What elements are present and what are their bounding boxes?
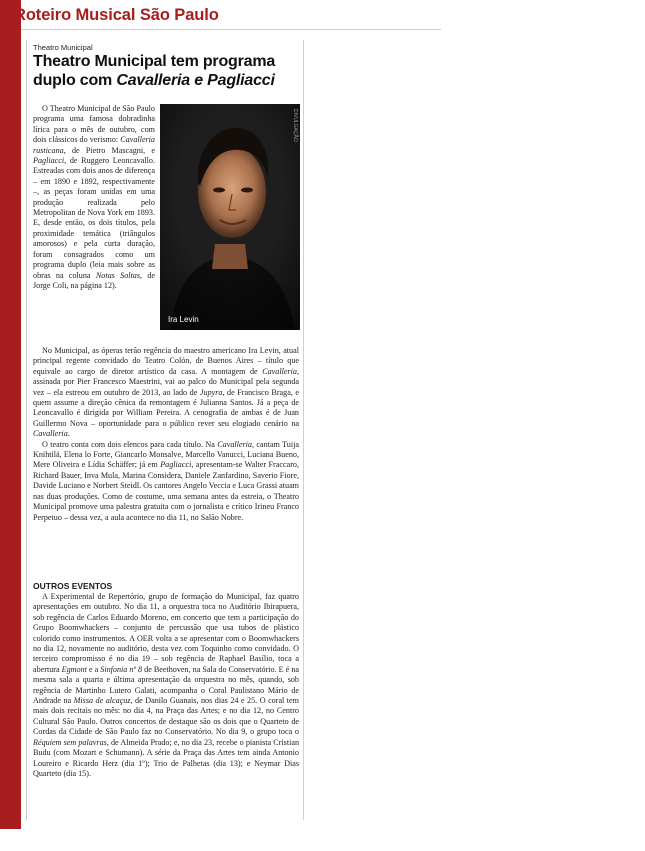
- p4-t5: , de Almeida Prado; e, no dia 23, recebe o pianista Cristian Budu (com Mozart e Schumann). A série da Praça das Artes tem ainda Antonio Loureiro e Ricardo Herz (dia 1º); Trio de Palhetas (dia 13); e Neymar Dias Quarteto (dia 15).: [33, 737, 300, 778]
- p2-t1: No Municipal, as óperas terão regência do maestro americano Ira Levin, atual principal regente convidado do Teatro Colón, de Buenos Aires – título que equivale ao cargo de diretor artístico da casa. A montagem de: [33, 346, 299, 376]
- article-body: [33, 346, 299, 523]
- intro-t4: , de Jorge Coli, na página 12).: [33, 270, 156, 290]
- events-paragraph: [33, 592, 299, 779]
- headline-italic: Cavalleria e Pagliacci: [116, 72, 275, 89]
- p4-t3: de Beethoven, na Sala do Conservatório. E é na mesma sala a quarta e última apresentação da orquestra no mês, quando, sob regência de Martinho Lutero Galati, acompanha o Coral Paulistano Mário de Andrade na: [33, 664, 299, 706]
- intro-t3: , de Ruggero Leoncavallo. Estreadas com dois anos de diferença – em 1890 e 1892, respectivamente –, as peças foram unidas em uma produção realizada pelo Metropolitan de Nova York em 1893. E, desde então, os dois títulos, pela proximidade temática (triângulos amorosos) e pela curta duração, foram consagrados como um programa duplo (leia mais sobre as obras na coluna: [33, 156, 155, 280]
- p2-i2: Jupyra: [199, 387, 223, 397]
- photo-caption: Ira Levin: [168, 315, 199, 324]
- body-paragraph-3: [33, 440, 299, 523]
- article-kicker: Theatro Municipal: [33, 43, 93, 52]
- headline-text: Theatro Municipal tem programa duplo com: [33, 53, 276, 89]
- intro-i2: Pagliacci: [33, 156, 65, 166]
- p4-t2: e a: [86, 664, 101, 674]
- other-events-subhead: OUTROS EVENTOS: [33, 581, 113, 591]
- p4-t4: , de Danilo Guanais, nos dias 24 e 25. O coral tem mais dois recitais no mês: no dia 4, na Praça das Artes; e no dia 12, no Centro Cultural São Paulo. Outros concertos de destaque são os dois que o Quarteto de Cordas da Cidade de São Paulo faz no Conservatório. No dia 9, o grupo toca o: [33, 696, 299, 737]
- intro-i1: Cavalleria rusticana: [33, 135, 155, 155]
- intro-i3: Notas Soltas: [95, 270, 140, 280]
- p3-t3: , apresentam-se Walter Fraccaro, Richard Bauer, Inva Mula, Marina Considera, Daniele Zanfardino, Saverio Fiore, Davide Luciano e Norbert Steidl. Os cantores Angelo Veccia e Luca Grassi atuam nas duas produções. Como de costume, uma semana antes da estreia, o Theatro Municipal promove uma palestra gratuita com o jornalista e crítico Irineu Franco Perpetuo – dessa vez, a aula acontece no dia 11, no Salão Nobre.: [33, 460, 299, 522]
- section-title: Roteiro Musical São Paulo: [14, 6, 219, 24]
- article-headline: [33, 52, 298, 90]
- article-intro-paragraph: [33, 104, 155, 291]
- p2-i3: Cavalleria: [33, 429, 68, 439]
- p4-t1: A Experimental de Repertório, grupo de formação do Municipal, faz quatro apresentações em outubro. No dia 11, a orquestra toca no Auditório Ibirapuera, sob regência de Carlos Eduardo Moreno, em concerto que tem a participação do Grupo Boomwhackers – conjunto de percussão que usa tubos de plástico colorido como instrumentos. A OER volta a se apresentar com o Boomwhackers no dia 12, novamente no auditório, desta vez com Toquinho como convidado. O terceiro compromisso é no dia 19 – sob regência de Raphael Basílio, toca a abertura: [33, 592, 299, 674]
- intro-t2: , de Pietro Mascagni, e: [63, 145, 155, 155]
- section-color-bar: [0, 0, 21, 829]
- intro-t1: O Theatro Municipal de São Paulo programa uma famosa dobradinha lírica para o mês de outubro, com dois clássicos do verismo:: [33, 104, 155, 145]
- header-rule: [21, 29, 441, 30]
- p2-t3: , de Francisco Braga, e quem assume a direção cênica da remontagem é Julianna Santos. Já a peça de Leoncavallo é dirigida por William Pereira. A cenografia de ambas é de Juan Guillermo Nova – oportunidade para o público rever seu elogiado cenário na: [33, 387, 300, 428]
- p4-i3: Missa de alcaçuz: [73, 696, 131, 706]
- intro-text: [33, 104, 155, 291]
- p4-i1: Egmont: [61, 664, 87, 674]
- p3-t2: , cantam Tuija Knihtilä, Elena lo Forte, Giancarlo Monsalve, Marcello Vanucci, Luciana Bueno, Mere Oliveira e Lídia Schäffer; já em: [33, 439, 299, 470]
- p4-i2: Sinfonia nº 8: [100, 664, 143, 674]
- p4-i4: Réquiem sem palavras: [33, 737, 107, 747]
- column-rule-left: [26, 40, 27, 820]
- body-paragraph-2: [33, 346, 299, 440]
- column-rule-right: [303, 40, 304, 820]
- portrait-image: [160, 104, 300, 330]
- p3-i1: Cavalleria: [217, 439, 252, 449]
- p2-t4: .: [67, 429, 70, 439]
- other-events-body: [33, 592, 299, 779]
- conductor-photo: [160, 104, 300, 330]
- p2-t2: , assinada por Pier Francesco Maestrini, vai ao palco do Municipal pela segunda vez – ela estreou em outubro de 2013, ao lado de: [33, 366, 299, 397]
- p3-t1: O teatro conta com dois elencos para cada título. Na: [42, 439, 218, 449]
- photo-credit: DIVULGAÇÃO: [292, 109, 298, 142]
- p2-i1: Cavalleria: [262, 366, 297, 376]
- p3-i2: Pagliacci: [160, 460, 192, 470]
